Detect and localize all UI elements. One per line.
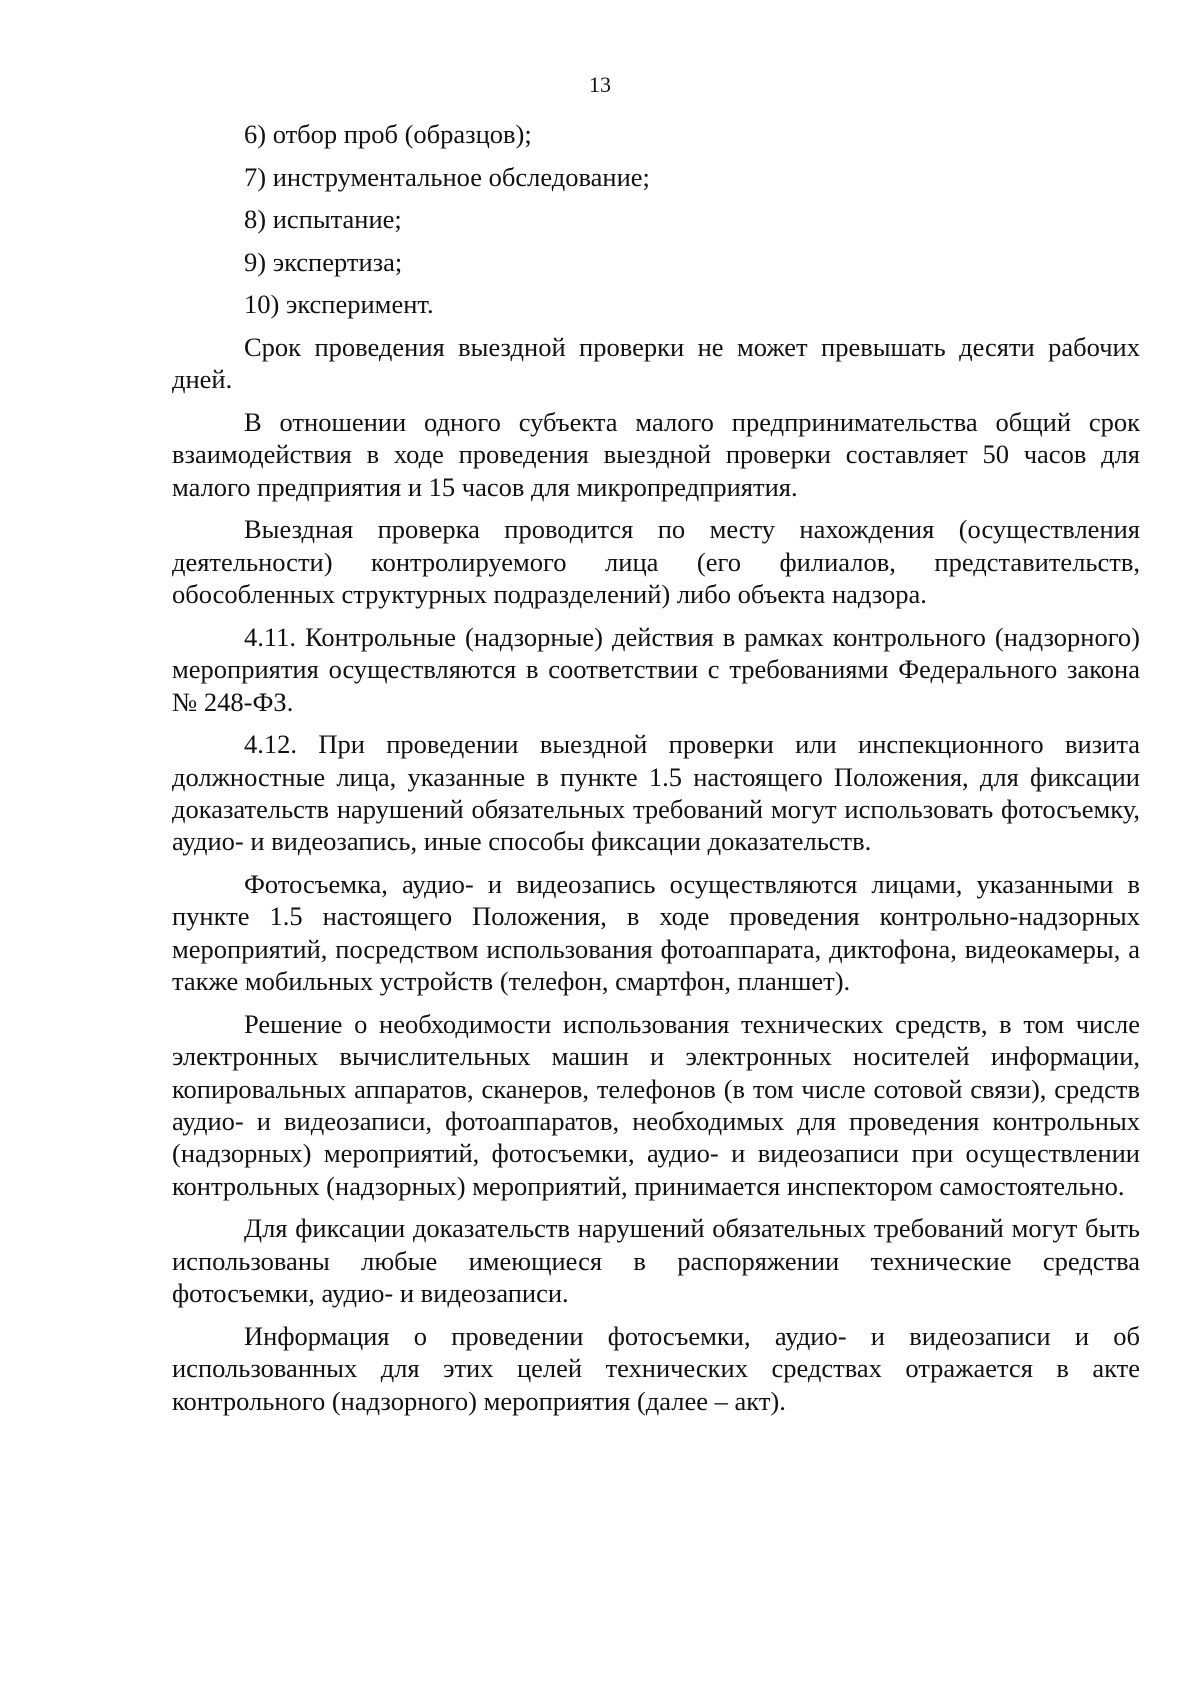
list-item-instrumental-inspection: 7) инструментальное обследование; [244,161,650,192]
page-number: 13 [589,72,611,97]
paragraph-section-4-12: 4.12. При проведении выездной проверки или инспекционного визита должностные лица, указанные в пункте 1.5 настоящего Положения, для фиксации доказательств нарушений обязательных требований могут использовать фотосъемку, аудио- и видеозапись, иные способы фиксации доказательств. [172,729,1140,857]
paragraph-technical-means-decision: Решение о необходимости использования технических средств, в том числе электронных вычислительных машин и электронных носителей информации, копировальных аппаратов, сканеров, телефонов (в том числе сотовой связи), средств аудио- и видеозаписи, фотоаппаратов, необходимых для проведения контрольных (надзорных) мероприятий, фотосъемки, аудио- и видеозаписи при осуществлении контрольных (надзорных) мероприятий, принимается инспектором самостоятельно. [172,1008,1140,1201]
list-item-sampling: 6) отбор проб (образцов); [244,119,532,149]
paragraph-inspection-term: Срок проведения выездной проверки не может превышать десяти рабочих дней. [172,331,1140,395]
paragraph-inspection-location: Выездная проверка проводится по месту нахождения (осуществления деятельности) контролируемого лица (его филиалов, представительств, обособленных структурных подразделений) либо объекта надзора. [172,514,1140,610]
paragraph-photo-video-recording: Фотосъемка, аудио- и видеозапись осуществляются лицами, указанными в пункте 1.5 настоящего Положения, в ходе проведения контрольно-надзорных мероприятий, посредством использования фотоаппарата, диктофона, видеокамеры, а также мобильных устройств (телефон, смартфон, планшет). [172,869,1140,997]
list-item-expertise: 9) экспертиза; [244,246,403,277]
paragraph-act-information: Информация о проведении фотосъемки, аудио- и видеозаписи и об использованных для этих целей технических средствах отражается в акте контрольного (надзорного) мероприятия (далее – акт). [172,1320,1140,1416]
document-body [172,118,1140,1427]
paragraph-small-business-term: В отношении одного субъекта малого предпринимательства общий срок взаимодействия в ходе проведения выездной проверки составляет 50 часов для малого предприятия и 15 часов для микропредприятия. [172,406,1140,502]
paragraph-evidence-means: Для фиксации доказательств нарушений обязательных требований могут быть использованы любые имеющиеся в распоряжении технические средства фотосъемки, аудио- и видеозаписи. [172,1213,1140,1309]
list-item-experiment: 10) эксперимент. [244,289,434,320]
list-item-testing: 8) испытание; [244,204,402,235]
paragraph-section-4-11: 4.11. Контрольные (надзорные) действия в рамках контрольного (надзорного) мероприятия осуществляются в соответствии с требованиями Федерального закона № 248-ФЗ. [172,621,1140,717]
